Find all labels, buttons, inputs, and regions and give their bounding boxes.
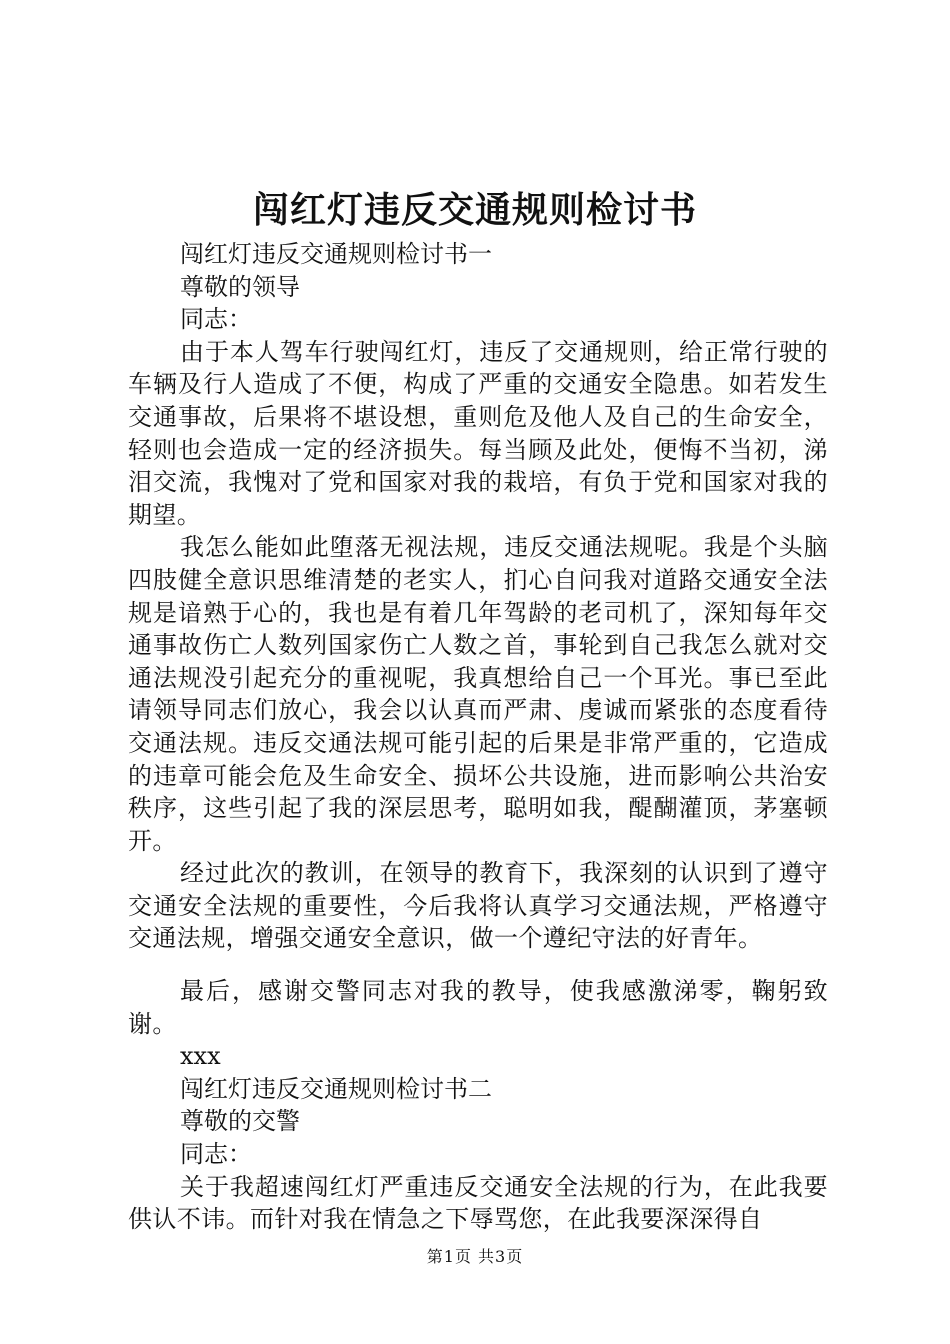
- paragraph-spacer: [128, 955, 828, 975]
- salutation-comrade-1: 同志：: [180, 305, 252, 334]
- paragraph-2-1: 关于我超速闯红灯严重违反交通安全法规的行为，在此我要供认不讳。而针对我在情急之下辱骂您，在此我要深深得自: [128, 1172, 828, 1234]
- document-title: 闯红灯违反交通规则检讨书: [252, 189, 697, 231]
- section-heading-1: 闯红灯违反交通规则检讨书一: [180, 240, 492, 268]
- paragraph-1-3: 经过此次的教训，在领导的教育下，我深刻的认识到了遵守交通安全法规的重要性，今后我将认真学习交通法规，严格遵守交通法规，增强交通安全意识，做一个遵纪守法的好青年。: [128, 859, 828, 953]
- salutation-recipient-2: 尊敬的交警: [180, 1107, 300, 1136]
- page-indicator: 第1页 共3页: [426, 1247, 524, 1266]
- paragraph-1-2: 我怎么能如此堕落无视法规，违反交通法规呢。我是个头脑四肢健全意识思维清楚的老实人，扪心自问我对道路交通安全法规是谙熟于心的，我也是有着几年驾龄的老司机了，深知每年交通事故伤亡人数列国家伤亡人数之首，事轮到自己我怎么就对交通法规没引起充分的重视呢，我真想给自己一个耳光。事已至此请领导同志们放心，我会以认真而严肃、虔诚而紧张的态度看待交通法规。违反交通法规可能引起的后果是非常严重的，它造成的违章可能会危及生命安全、损坏公共设施，进而影响公共治安秩序，这些引起了我的深层思考，聪明如我，醍醐灌顶，茅塞顿开。: [128, 533, 828, 855]
- document-body: [128, 238, 828, 1236]
- salutation-comrade-2: 同志：: [180, 1140, 252, 1169]
- paragraph-1-4: 最后，感谢交警同志对我的教导，使我感激涕零，鞠躬致谢。: [128, 977, 828, 1038]
- salutation-recipient-1: 尊敬的领导: [180, 272, 300, 301]
- section-heading-2: 闯红灯违反交通规则检讨书二: [180, 1074, 492, 1103]
- paragraph-1-1: 由于本人驾车行驶闯红灯，违反了交通规则，给正常行驶的车辆及行人造成了不便，构成了严重的交通安全隐患。如若发生交通事故，后果将不堪设想，重则危及他人及自己的生命安全，轻则也会造成一定的经济损失。每当顾及此处，便悔不当初，涕泪交流，我愧对了党和国家对我的栽培，有负于党和国家对我的期望。: [128, 337, 828, 529]
- signature: xxx: [180, 1042, 221, 1071]
